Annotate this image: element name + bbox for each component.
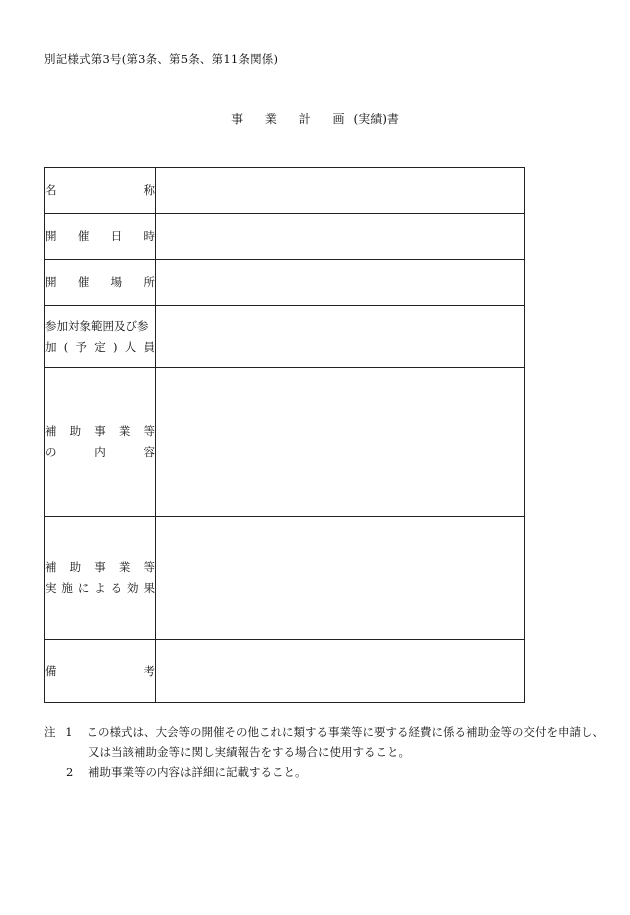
label-line: 実 施 に よ る 効 果 bbox=[45, 581, 155, 595]
value-effect[interactable] bbox=[156, 517, 525, 640]
notes-heading: 注 bbox=[44, 725, 56, 739]
label-line: 補 助 事 業 等 bbox=[45, 424, 155, 438]
form-reference: 別記様式第3号(第3条、第5条、第11条関係) bbox=[44, 52, 279, 66]
label-line: 開 催 日 時 bbox=[45, 229, 155, 243]
label-line: の 内 容 bbox=[45, 445, 155, 459]
note-item-2 bbox=[44, 762, 604, 782]
row-datetime bbox=[45, 214, 525, 260]
note-number: 2 bbox=[66, 765, 74, 779]
row-effect bbox=[45, 517, 525, 640]
plan-form-table bbox=[44, 167, 525, 703]
note-text: 補助事業等の内容は詳細に記載すること。 bbox=[88, 765, 307, 779]
value-datetime[interactable] bbox=[156, 214, 525, 260]
label-line: 開 催 場 所 bbox=[45, 275, 155, 289]
document-title bbox=[0, 110, 630, 127]
label-name bbox=[45, 168, 156, 214]
row-venue bbox=[45, 260, 525, 306]
label-content bbox=[45, 368, 156, 517]
note-text: この様式は、大会等の開催その他これに類する事業等に要する経費に係る補助金等の交付を申請し、 bbox=[86, 725, 604, 739]
label-remarks bbox=[45, 640, 156, 703]
label-venue bbox=[45, 260, 156, 306]
row-remarks bbox=[45, 640, 525, 703]
label-line: 備 考 bbox=[45, 663, 155, 678]
value-remarks[interactable] bbox=[156, 640, 525, 703]
label-participants bbox=[45, 306, 156, 368]
label-effect bbox=[45, 517, 156, 640]
document-title-paren: (実績)書 bbox=[353, 112, 399, 126]
label-line: 加 ( 予 定 ) 人 員 bbox=[45, 339, 155, 354]
label-line: 参加対象範囲及び参 bbox=[45, 318, 149, 333]
row-participants bbox=[45, 306, 525, 368]
row-name bbox=[45, 168, 525, 214]
label-line: 名 称 bbox=[45, 183, 155, 197]
note-number: 1 bbox=[65, 725, 73, 739]
document-title-main: 事 業 計 画 bbox=[231, 112, 354, 126]
note-item-1 bbox=[44, 722, 604, 742]
notes bbox=[44, 722, 604, 782]
value-participants[interactable] bbox=[156, 306, 525, 368]
row-content bbox=[45, 368, 525, 517]
note-continuation: 又は当該補助金等に関し実績報告をする場合に使用すること。 bbox=[88, 745, 410, 759]
value-venue[interactable] bbox=[156, 260, 525, 306]
value-content[interactable] bbox=[156, 368, 525, 517]
value-name[interactable] bbox=[156, 168, 525, 214]
label-line: 補 助 事 業 等 bbox=[45, 560, 155, 574]
label-datetime bbox=[45, 214, 156, 260]
